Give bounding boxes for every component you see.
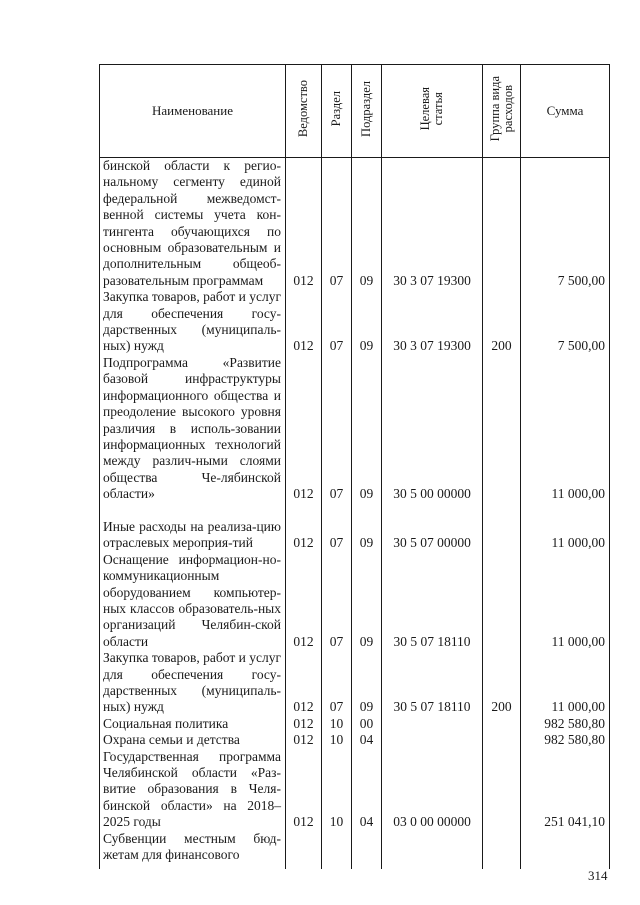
row-vedomstvo-cell bbox=[286, 831, 322, 870]
row-razdel-cell: 10 bbox=[322, 732, 352, 748]
row-razdel-cell: 07 bbox=[322, 650, 352, 716]
row-vedomstvo-cell: 012 bbox=[286, 158, 322, 290]
table-row bbox=[100, 503, 610, 552]
row-podrazdel-cell: 00 bbox=[352, 716, 382, 732]
row-podrazdel-cell: 09 bbox=[352, 355, 382, 503]
header-gruppa-vida-rashodov: Группа вида расходов bbox=[483, 65, 521, 158]
row-summa-cell: 982 580,80 bbox=[521, 716, 610, 732]
header-name: Наименование bbox=[100, 65, 286, 158]
row-tselevaya-cell: 03 0 00 00000 bbox=[382, 749, 483, 831]
row-razdel-cell: 10 bbox=[322, 749, 352, 831]
row-vedomstvo-cell: 012 bbox=[286, 552, 322, 650]
row-summa-cell: 11 000,00 bbox=[521, 552, 610, 650]
row-name-cell: Подпрограмма «Развитие базовой инфраструктуры информационного общества и преодоление высокого уровня различия в исполь-зовании информационных технологий между различ-ными слоями общества Че-лябинской области» bbox=[100, 355, 286, 503]
row-razdel-cell: 10 bbox=[322, 716, 352, 732]
row-name-cell: Оснащение информацион-но-коммуникационным оборудованием компьютер-ных классов образователь-ных организаций Челябин-ской области bbox=[100, 552, 286, 650]
table-row bbox=[100, 831, 610, 870]
row-gruppa-cell bbox=[483, 749, 521, 831]
row-gruppa-cell bbox=[483, 355, 521, 503]
row-gruppa-cell bbox=[483, 552, 521, 650]
row-vedomstvo-cell: 012 bbox=[286, 289, 322, 355]
row-name-cell: Субвенции местным бюд-жетам для финансового bbox=[100, 831, 286, 870]
table-row bbox=[100, 749, 610, 831]
row-tselevaya-cell: 30 3 07 19300 bbox=[382, 289, 483, 355]
header-summa: Сумма bbox=[521, 65, 610, 158]
table-row bbox=[100, 650, 610, 716]
table-row bbox=[100, 552, 610, 650]
row-summa-cell: 11 000,00 bbox=[521, 650, 610, 716]
row-tselevaya-cell bbox=[382, 716, 483, 732]
budget-table bbox=[99, 64, 610, 869]
row-tselevaya-cell: 30 5 00 00000 bbox=[382, 355, 483, 503]
row-razdel-cell bbox=[322, 831, 352, 870]
row-razdel-cell: 07 bbox=[322, 158, 352, 290]
row-summa-cell: 11 000,00 bbox=[521, 503, 610, 552]
row-tselevaya-cell: 30 5 07 18110 bbox=[382, 552, 483, 650]
row-vedomstvo-cell: 012 bbox=[286, 732, 322, 748]
table-row bbox=[100, 716, 610, 732]
row-name-cell: Закупка товаров, работ и услуг для обеспечения госу-дарственных (муниципаль-ных) нужд bbox=[100, 650, 286, 716]
row-gruppa-cell: 200 bbox=[483, 289, 521, 355]
row-vedomstvo-cell: 012 bbox=[286, 650, 322, 716]
row-gruppa-cell bbox=[483, 831, 521, 870]
row-podrazdel-cell: 09 bbox=[352, 650, 382, 716]
row-name-cell: Закупка товаров, работ и услуг для обеспечения госу-дарственных (муниципаль-ных) нужд bbox=[100, 289, 286, 355]
row-razdel-cell: 07 bbox=[322, 552, 352, 650]
header-podrazdel: Подраздел bbox=[352, 65, 382, 158]
row-podrazdel-cell: 04 bbox=[352, 732, 382, 748]
row-podrazdel-cell: 04 bbox=[352, 749, 382, 831]
row-name-cell: Иные расходы на реализа-цию отраслевых мероприя-тий bbox=[100, 503, 286, 552]
row-vedomstvo-cell: 012 bbox=[286, 749, 322, 831]
table-row bbox=[100, 289, 610, 355]
row-name-cell: Социальная политика bbox=[100, 716, 286, 732]
row-gruppa-cell bbox=[483, 732, 521, 748]
row-gruppa-cell: 200 bbox=[483, 650, 521, 716]
row-summa-cell: 11 000,00 bbox=[521, 355, 610, 503]
row-podrazdel-cell bbox=[352, 831, 382, 870]
row-podrazdel-cell: 09 bbox=[352, 158, 382, 290]
row-vedomstvo-cell: 012 bbox=[286, 503, 322, 552]
header-razdel: Раздел bbox=[322, 65, 352, 158]
row-tselevaya-cell bbox=[382, 831, 483, 870]
row-gruppa-cell bbox=[483, 716, 521, 732]
row-summa-cell: 251 041,10 bbox=[521, 749, 610, 831]
row-vedomstvo-cell: 012 bbox=[286, 716, 322, 732]
row-podrazdel-cell: 09 bbox=[352, 552, 382, 650]
header-vedomstvo: Ведомство bbox=[286, 65, 322, 158]
row-razdel-cell: 07 bbox=[322, 503, 352, 552]
row-vedomstvo-cell: 012 bbox=[286, 355, 322, 503]
row-tselevaya-cell: 30 5 07 00000 bbox=[382, 503, 483, 552]
row-tselevaya-cell: 30 3 07 19300 bbox=[382, 158, 483, 290]
row-summa-cell bbox=[521, 831, 610, 870]
table-row bbox=[100, 355, 610, 503]
table-header-row bbox=[100, 65, 610, 158]
row-name-cell: бинской области к регио-нальному сегменту единой федеральной межведомст-венной системы учета кон-тингента обучающихся по основным образовательным и дополнительным общеоб-разовательным программам bbox=[100, 158, 286, 290]
row-summa-cell: 7 500,00 bbox=[521, 158, 610, 290]
row-tselevaya-cell: 30 5 07 18110 bbox=[382, 650, 483, 716]
row-summa-cell: 7 500,00 bbox=[521, 289, 610, 355]
row-razdel-cell: 07 bbox=[322, 355, 352, 503]
page-number: 314 bbox=[588, 868, 608, 883]
row-razdel-cell: 07 bbox=[322, 289, 352, 355]
row-podrazdel-cell: 09 bbox=[352, 503, 382, 552]
row-podrazdel-cell: 09 bbox=[352, 289, 382, 355]
row-gruppa-cell bbox=[483, 158, 521, 290]
row-summa-cell: 982 580,80 bbox=[521, 732, 610, 748]
row-name-cell: Охрана семьи и детства bbox=[100, 732, 286, 748]
row-tselevaya-cell bbox=[382, 732, 483, 748]
row-gruppa-cell bbox=[483, 503, 521, 552]
row-name-cell: Государственная программа Челябинской области «Раз-витие образования в Челя-бинской области» на 2018–2025 годы bbox=[100, 749, 286, 831]
table-row bbox=[100, 732, 610, 748]
header-tselevaya-statya: Целевая статья bbox=[382, 65, 483, 158]
table-row bbox=[100, 158, 610, 290]
